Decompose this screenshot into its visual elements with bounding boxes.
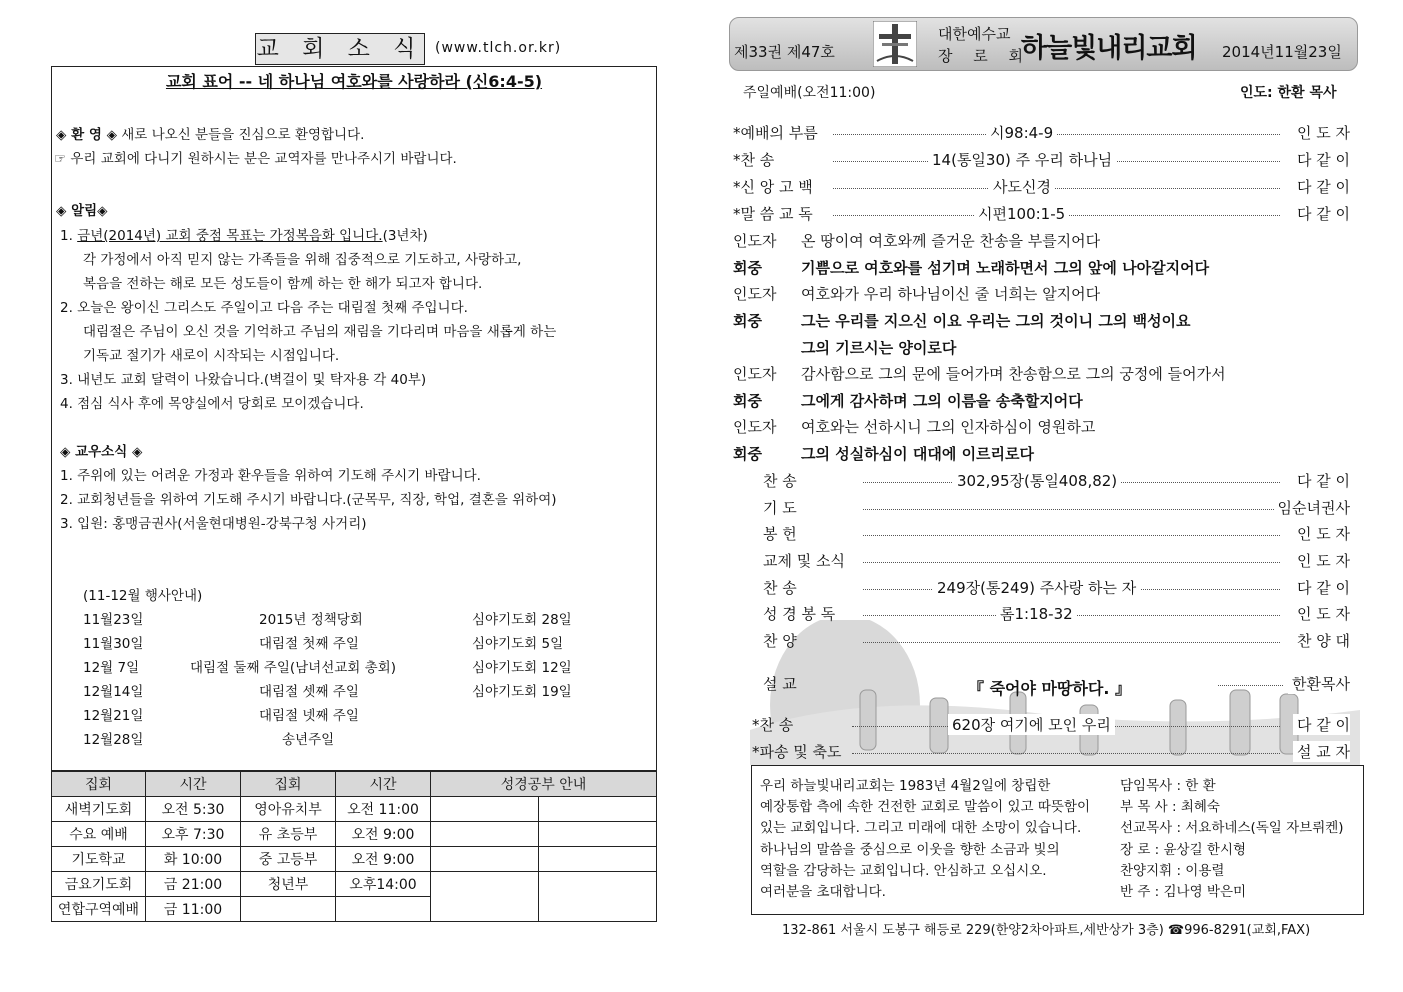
bible-study-cell (539, 847, 657, 872)
notice-item: 2. 오늘은 왕이신 그리스도 주일이고 다음 주는 대림절 첫째 주입니다. (60, 300, 468, 316)
schedule-cell: 기도학교 (52, 847, 146, 872)
events-heading: (11-12월 행사안내) (83, 588, 203, 604)
schedule-header: 성경공부 안내 (431, 772, 657, 797)
responsive-speaker: 인도자 (733, 418, 777, 436)
order-participant: 설 교 자 (1293, 741, 1350, 762)
news-title: 교 회 소 식 (255, 33, 425, 65)
schedule-cell: 새벽기도회 (52, 797, 146, 822)
responsive-speaker: 회중 (733, 445, 762, 463)
order-row (763, 577, 1350, 597)
event-date: 11월30일 (83, 636, 144, 652)
order-label: *찬 송 (752, 716, 794, 734)
order-row (752, 714, 1350, 734)
schedule-cell: 화 10:00 (146, 847, 241, 872)
staff-line: 장 로 : 윤상길 한시형 (1120, 841, 1247, 858)
church-address: 132-861 서울시 도봉구 해등로 229(한양2차아파트,세반상가 3층) ☎996-8291(교회,FAX) (782, 923, 1311, 938)
order-row (763, 470, 1350, 490)
staff-line: 반 주 : 김나영 박은미 (1120, 884, 1247, 901)
event-vigil: 심야기도회 28일 (472, 612, 572, 628)
responsive-text: 온 땅이여 여호와께 즐거운 찬송을 부를지어다 (801, 232, 1101, 250)
staff-line: 찬양지휘 : 이용렬 (1120, 862, 1225, 879)
schedule-cell: 금 21:00 (146, 872, 241, 897)
responsive-line (733, 337, 956, 358)
schedule-cell: 수요 예배 (52, 822, 146, 847)
order-content: 249장(통249) 주사랑 하는 자 (933, 577, 1140, 598)
responsive-text: 그의 기르시는 양이로다 (801, 339, 957, 357)
schedule-cell: 유 초등부 (241, 822, 336, 847)
sermon-label: 설 교 (763, 675, 797, 693)
responsive-line (733, 283, 1100, 304)
event-name: 대림절 넷째 주일 (259, 708, 359, 724)
schedule-row (52, 797, 657, 822)
responsive-line (733, 230, 1100, 251)
intro-line: 있는 교회입니다. 그리고 미래에 대한 소망이 있습니다. (760, 820, 1082, 837)
responsive-text: 그에게 감사하며 그의 이름을 송축할지어다 (801, 392, 1083, 410)
staff-line: 담임목사 : 한 환 (1120, 778, 1216, 794)
order-label: 찬 양 (763, 632, 797, 650)
event-date: 12월21일 (83, 708, 144, 724)
responsive-line (733, 363, 1226, 384)
schedule-row (52, 822, 657, 847)
order-content: 롬1:18-32 (996, 603, 1077, 624)
staff-line: 선교목사 : 서요하네스(독일 자브뤼켄) (1120, 820, 1344, 837)
order-label: 찬 송 (763, 472, 797, 490)
notice-item: 각 가정에서 아직 믿지 않는 가족들을 위해 집중적으로 기도하고, 사랑하고, (83, 252, 522, 268)
order-content: 620장 여기에 모인 우리 (948, 714, 1115, 735)
responsive-text: 그는 우리를 지으신 이요 우리는 그의 것이니 그의 백성이요 (801, 312, 1191, 330)
welcome-text: 새로 나오신 분들을 진심으로 환영합니다. (116, 127, 365, 143)
responsive-text: 여호와가 우리 하나님이신 줄 너희는 알지어다 (801, 285, 1101, 303)
bible-study-cell (431, 822, 539, 847)
schedule-header-row (52, 772, 657, 797)
church-name: 하늘빛내리교회 (1021, 33, 1197, 64)
order-label: *파송 및 축도 (752, 743, 842, 761)
bible-study-cell (539, 797, 657, 822)
bulletin-date: 2014년11월23일 (1222, 43, 1342, 61)
responsive-text: 기쁨으로 여호와를 섬기며 노래하면서 그의 앞에 나아갈지어다 (801, 259, 1210, 277)
site-url[interactable]: (www.tlch.or.kr) (435, 40, 562, 56)
bible-study-cell (539, 872, 657, 922)
prayer-heading: ◈ 교우소식 ◈ (60, 444, 143, 460)
order-content: 시98:4-9 (986, 122, 1057, 143)
order-row (763, 523, 1350, 543)
order-participant: 인 도 자 (1293, 523, 1350, 544)
welcome-heading: ◈ 환 영 ◈ (56, 127, 117, 143)
order-label: 성 경 봉 독 (763, 605, 836, 623)
order-content: 시편100:1-5 (974, 203, 1069, 224)
order-row (763, 550, 1350, 570)
order-content: 302,95장(통일408,82) (953, 470, 1121, 491)
notice-item: 1. 금년(2014년) 교회 중점 목표는 가정복음화 입니다.(3년차) (60, 228, 428, 244)
notice-item: 대림절은 주님이 오신 것을 기억하고 주님의 재림을 기다리며 마음을 새롭게 하는 (83, 324, 557, 340)
dotted-leader (863, 642, 1280, 643)
sermon-title: 『 죽어야 마땅하다. 』 (968, 679, 1131, 698)
responsive-speaker: 회중 (733, 312, 762, 330)
order-label: *신 앙 고 백 (733, 178, 813, 196)
responsive-speaker: 회중 (733, 392, 762, 410)
schedule-header: 집회 (241, 772, 336, 797)
order-participant: 다 같 이 (1293, 470, 1350, 491)
event-date: 12월 7일 (83, 660, 140, 676)
welcome-section (56, 123, 364, 143)
responsive-speaker: 인도자 (733, 232, 777, 250)
welcome-note: ☞ 우리 교회에 다니기 원하시는 분은 교역자를 만나주시기 바랍니다. (54, 151, 457, 167)
order-participant: 찬 양 대 (1293, 630, 1350, 651)
event-vigil: 심야기도회 12일 (472, 660, 572, 676)
order-label: *찬 송 (733, 151, 775, 169)
church-motto: 교회 표어 -- 네 하나님 여호와를 사랑하라 (신6:4-5) (165, 72, 543, 91)
schedule-cell: 연합구역예배 (52, 897, 146, 922)
event-name: 대림절 첫째 주일 (259, 636, 359, 652)
order-participant: 다 같 이 (1293, 714, 1350, 735)
order-row (733, 203, 1350, 223)
church-info-box (751, 765, 1364, 915)
order-label: 찬 송 (763, 579, 797, 597)
order-content: 14(통일30) 주 우리 하나님 (928, 149, 1116, 170)
order-row (733, 149, 1350, 169)
schedule-table (51, 771, 657, 922)
dotted-leader (863, 562, 1280, 563)
responsive-speaker: 인도자 (733, 365, 777, 383)
event-name: 2015년 정책당회 (259, 612, 363, 628)
notice-item: 복음을 전하는 해로 모든 성도들이 함께 하는 한 해가 되고자 합니다. (83, 276, 483, 292)
event-vigil: 심야기도회 19일 (472, 684, 572, 700)
service-leader: 인도: 한환 목사 (1240, 85, 1337, 101)
schedule-cell: 오전 5:30 (146, 797, 241, 822)
responsive-line (733, 310, 1191, 331)
intro-line: 역할을 감당하는 교회입니다. 안심하고 오십시오. (760, 862, 1047, 879)
order-participant: 인 도 자 (1293, 603, 1350, 624)
order-participant: 다 같 이 (1293, 149, 1350, 170)
order-participant: 다 같 이 (1293, 577, 1350, 598)
bible-study-cell (431, 797, 539, 822)
event-vigil: 심야기도회 5일 (472, 636, 564, 652)
schedule-cell: 중 고등부 (241, 847, 336, 872)
order-row (733, 176, 1350, 196)
schedule-row (52, 847, 657, 872)
dotted-leader (833, 188, 1280, 189)
intro-line: 여러분을 초대합니다. (760, 884, 886, 901)
bible-study-cell (431, 847, 539, 872)
schedule-row (52, 872, 657, 897)
schedule-cell: 청년부 (241, 872, 336, 897)
notice-item: 3. 내년도 교회 달력이 나왔습니다.(벽걸이 및 탁자용 각 40부) (60, 372, 427, 388)
dotted-leader (852, 753, 1280, 754)
event-date: 11월23일 (83, 612, 144, 628)
responsive-text: 여호와는 선하시니 그의 인자하심이 영원하고 (801, 418, 1096, 436)
order-participant: 다 같 이 (1293, 176, 1350, 197)
schedule-cell: 오후 7:30 (146, 822, 241, 847)
volume-number: 제33권 제47호 (734, 43, 835, 61)
schedule-header: 시간 (336, 772, 431, 797)
schedule-cell: 오전 9:00 (336, 847, 431, 872)
intro-line: 예장통합 측에 속한 건전한 교회로 말씀이 있고 따뜻함이 (760, 799, 1090, 816)
prayer-item: 2. 교회청년들을 위하여 기도해 주시기 바랍니다.(군목무, 직장, 학업, 결혼을 위하여) (60, 492, 557, 508)
event-name: 대림절 둘째 주일(남녀선교회 총회) (190, 660, 396, 676)
staff-line: 부 목 사 : 최혜숙 (1120, 799, 1220, 816)
order-participant: 인 도 자 (1293, 122, 1350, 143)
church-staff (1120, 776, 1344, 903)
responsive-text: 그의 성실하심이 대대에 이르리로다 (801, 445, 1035, 463)
order-row (763, 603, 1350, 623)
dotted-leader (863, 509, 1280, 510)
order-label: 기 도 (763, 499, 797, 517)
intro-line: 하나님의 말씀을 중심으로 이웃을 향한 소금과 빛의 (760, 841, 1060, 858)
order-row (763, 630, 1350, 650)
bible-study-cell (431, 872, 539, 922)
denomination-line1: 대한예수교 (938, 25, 1011, 43)
responsive-speaker: 인도자 (733, 285, 777, 303)
order-row (763, 497, 1350, 517)
schedule-cell: 오후14:00 (336, 872, 431, 897)
schedule-cell: 금 11:00 (146, 897, 241, 922)
order-participant: 임순녀권사 (1274, 497, 1350, 518)
intro-line: 우리 하늘빛내리교회는 1983년 4월2일에 창립한 (760, 778, 1051, 794)
prayer-item: 3. 입원: 홍맹금권사(서울현대병원-강북구청 사거리) (60, 516, 367, 532)
news-box (51, 66, 657, 771)
responsive-line (733, 257, 1209, 278)
order-label: *말 씀 교 독 (733, 205, 813, 223)
order-label: 교제 및 소식 (763, 552, 845, 570)
order-label: 봉 헌 (763, 525, 797, 543)
schedule-header: 집회 (52, 772, 146, 797)
responsive-text: 감사함으로 그의 문에 들어가며 찬송함으로 그의 궁정에 들어가서 (801, 365, 1226, 383)
sermon-preacher: 한환목사 (1288, 673, 1350, 694)
denomination-line2: 장 로 회 (938, 47, 1032, 65)
schedule-cell (241, 897, 336, 922)
notice-heading: ◈ 알림◈ (56, 203, 108, 219)
schedule-header: 시간 (146, 772, 241, 797)
order-content: 사도신경 (989, 176, 1055, 197)
order-row (752, 741, 1350, 761)
schedule-cell: 오전 11:00 (336, 797, 431, 822)
responsive-line (733, 416, 1095, 437)
notice-item: 4. 점심 식사 후에 목양실에서 당회로 모이겠습니다. (60, 396, 364, 412)
responsive-line (733, 390, 1083, 411)
event-name: 송년주일 (282, 732, 335, 748)
responsive-line (733, 443, 1034, 464)
service-time: 주일예배(오전11:00) (743, 85, 876, 101)
church-intro (760, 776, 1115, 903)
event-date: 12월14일 (83, 684, 144, 700)
schedule-cell: 금요기도회 (52, 872, 146, 897)
responsive-speaker: 회중 (733, 259, 762, 277)
schedule-cell: 영아유치부 (241, 797, 336, 822)
bible-study-cell (539, 822, 657, 847)
schedule-cell: 오전 9:00 (336, 822, 431, 847)
prayer-item: 1. 주위에 있는 어려운 가정과 환우들을 위하여 기도해 주시기 바랍니다. (60, 468, 481, 484)
order-participant: 다 같 이 (1293, 203, 1350, 224)
schedule-cell (336, 897, 431, 922)
dotted-leader (863, 535, 1280, 536)
sermon-row (763, 673, 1350, 698)
church-logo-icon (873, 21, 917, 67)
order-label: *예배의 부름 (733, 124, 818, 142)
notice-item: 기독교 절기가 새로이 시작되는 시점입니다. (83, 348, 340, 364)
event-date: 12월28일 (83, 732, 144, 748)
event-name: 대림절 셋째 주일 (259, 684, 359, 700)
order-participant: 인 도 자 (1293, 550, 1350, 571)
order-row (733, 122, 1350, 142)
